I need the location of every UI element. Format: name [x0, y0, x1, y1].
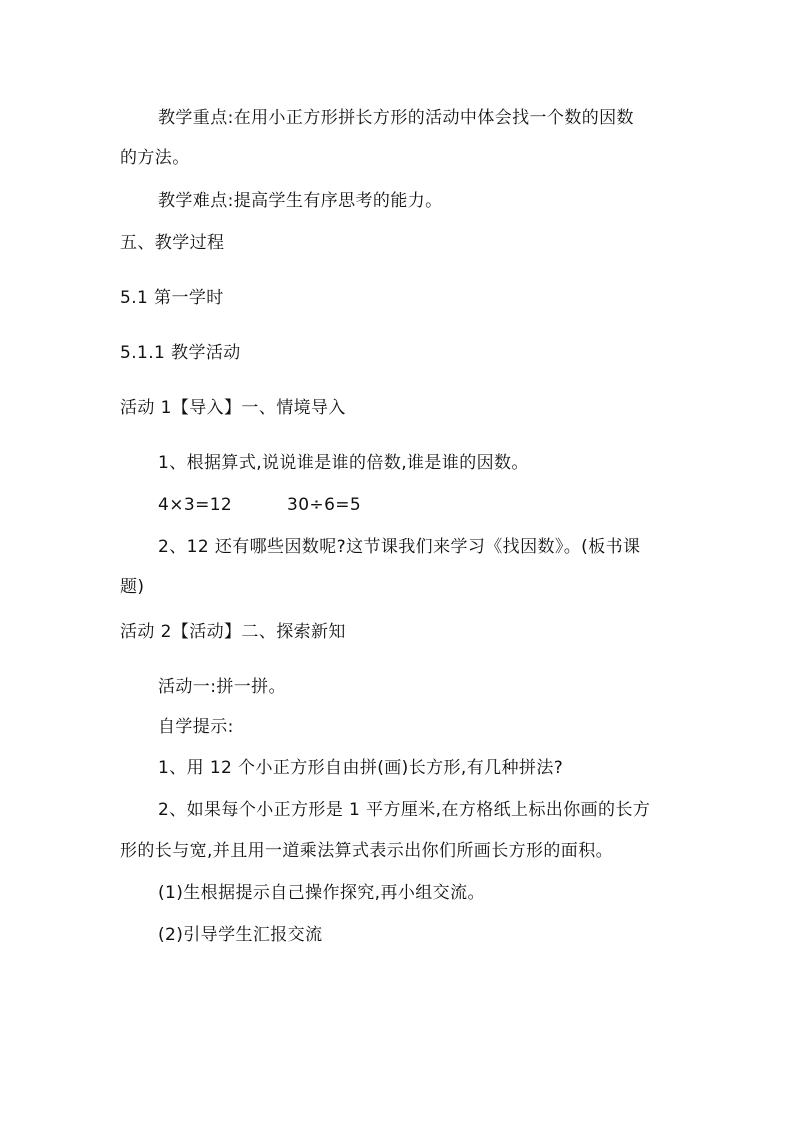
equation-division: 30÷6=5 — [287, 495, 362, 515]
paragraph-item-2: 2、12 还有哪些因数呢?这节课我们来学习《找因数》。(板书课 — [158, 537, 641, 557]
paragraph-item-1: 1、根据算式,说说谁是谁的倍数,谁是谁的因数。 — [158, 453, 529, 473]
self-study-hint-label: 自学提示: — [158, 717, 234, 737]
key-point-line-continued: 的方法。 — [120, 148, 190, 168]
step-2: (2)引导学生汇报交流 — [158, 925, 323, 945]
section-heading: 五、教学过程 — [120, 233, 225, 253]
difficulty-line: 教学难点:提高学生有序思考的能力。 — [158, 191, 443, 211]
hint-item-2: 2、如果每个小正方形是 1 平方厘米,在方格纸上标出你画的长方 — [158, 800, 651, 820]
activity-1-heading: 活动 1【导入】一、情境导入 — [120, 398, 346, 418]
paragraph-item-2-continued: 题) — [120, 577, 145, 597]
hint-item-1: 1、用 12 个小正方形自由拼(画)长方形,有几种拼法? — [158, 758, 564, 778]
step-1: (1)生根据提示自己操作探究,再小组交流。 — [158, 883, 485, 903]
subsubsection-heading: 5.1.1 教学活动 — [120, 343, 241, 363]
activity-one-title: 活动一:拼一拼。 — [158, 677, 286, 697]
subsection-heading: 5.1 第一学时 — [120, 288, 224, 308]
hint-item-2-continued: 形的长与宽,并且用一道乘法算式表示出你们所画长方形的面积。 — [120, 841, 614, 861]
activity-2-heading: 活动 2【活动】二、探索新知 — [120, 622, 346, 642]
key-point-line: 教学重点:在用小正方形拼长方形的活动中体会找一个数的因数 — [158, 108, 634, 128]
equation-multiplication: 4×3=12 — [158, 495, 233, 515]
